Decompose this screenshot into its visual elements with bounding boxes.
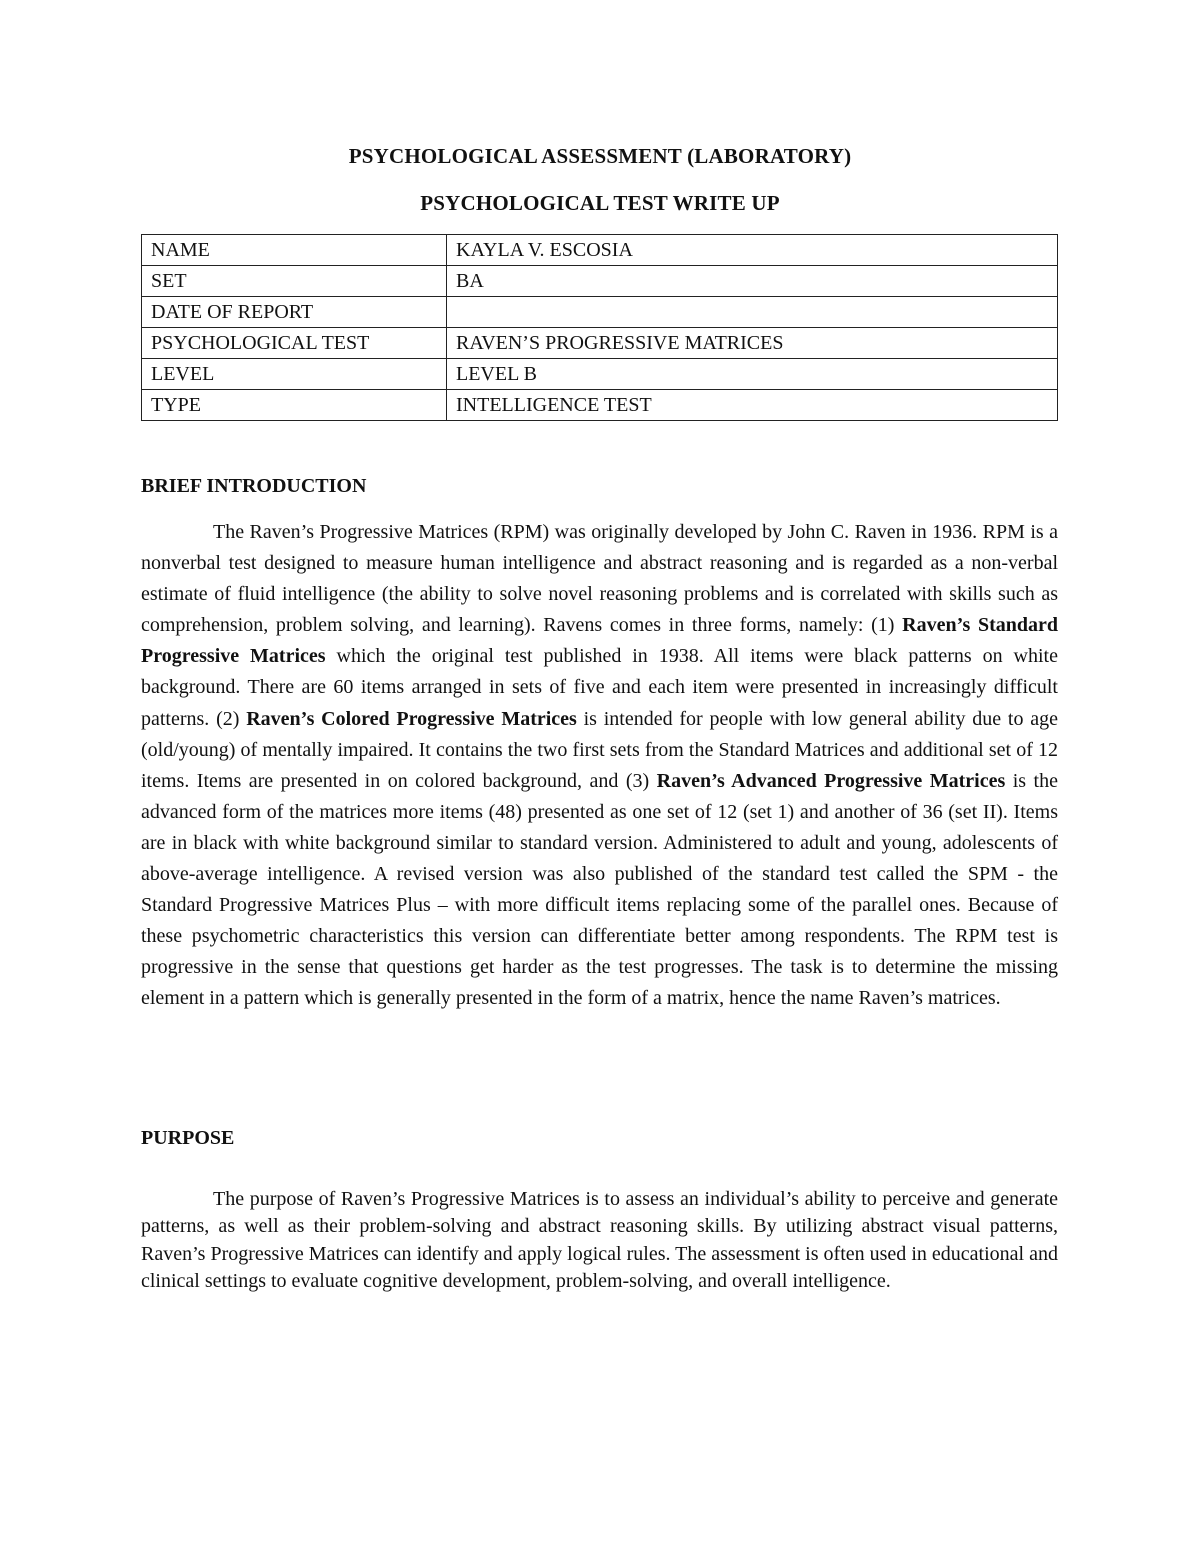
table-row (142, 328, 1058, 359)
table-label-date-of-report: DATE OF REPORT (142, 297, 447, 328)
brief-introduction-paragraph (141, 517, 1058, 1015)
document-title: PSYCHOLOGICAL ASSESSMENT (LABORATORY) (348, 144, 852, 168)
table-label-type: TYPE (142, 390, 447, 421)
table-label-set: SET (142, 266, 447, 297)
table-value-level: LEVEL B (447, 359, 1058, 390)
table-value-name: KAYLA V. ESCOSIA (447, 235, 1058, 266)
table-value-psychological-test: RAVEN’S PROGRESSIVE MATRICES (447, 328, 1058, 359)
table-value-set: BA (447, 266, 1058, 297)
intro-bold-advanced-matrices: Raven’s Advanced Progressive Matrices (656, 769, 1006, 792)
table-row (142, 390, 1058, 421)
purpose-heading: PURPOSE (141, 1127, 235, 1149)
brief-introduction-heading: BRIEF INTRODUCTION (141, 475, 367, 497)
table-row (142, 235, 1058, 266)
intro-bold-standard-matrices: Raven’s Standard Progressive Matrices (141, 614, 1058, 668)
intro-bold-colored-matrices: Raven’s Colored Progressive Matrices (246, 707, 577, 730)
table-row (142, 359, 1058, 390)
info-table (141, 234, 1058, 421)
table-row (142, 266, 1058, 297)
intro-text-segment: is intended for people with low general ability due to age (old/young) of mentally impaired. It contains the two first sets from the Standard Matrices and additional set of 12 items. Items are presented in on colored background, and (3) (141, 707, 1058, 792)
table-label-psychological-test: PSYCHOLOGICAL TEST (142, 328, 447, 359)
table-value-type: INTELLIGENCE TEST (447, 390, 1058, 421)
table-label-level: LEVEL (142, 359, 447, 390)
intro-text-segment: which the original test published in 1938. All items were black patterns on white background. There are 60 items arranged in sets of five and each item were presented in increasingly difficult patterns. (2) (141, 645, 1058, 730)
purpose-paragraph: The purpose of Raven’s Progressive Matrices is to assess an individual’s ability to perceive and generate patterns, as well as their problem-solving and abstract reasoning skills. By utilizing abstract visual patterns, Raven’s Progressive Matrices can identify and apply logical rules. The assessment is often used in educational and clinical settings to evaluate cognitive development, problem-solving, and overall intelligence. (141, 1188, 1058, 1292)
table-value-date-of-report (447, 297, 1058, 328)
intro-text-segment: The Raven’s Progressive Matrices (RPM) was originally developed by John C. Raven in 1936. RPM is a nonverbal test designed to measure human intelligence and abstract reasoning and is regarded as a non-verbal estimate of fluid intelligence (the ability to solve novel reasoning problems and is correlated with skills such as comprehension, problem solving, and learning). Ravens comes in three forms, namely: (1) (141, 521, 1058, 637)
intro-text-segment: is the advanced form of the matrices more items (48) presented as one set of 12 (set 1) and another of 36 (set II). Items are in black with white background similar to standard version. Administered to adult and young, adolescents of above-average intelligence. A revised version was also published of the standard test called the SPM - the Standard Progressive Matrices Plus – with more difficult items replacing some of the parallel ones. Because of these psychometric characteristics this version can differentiate better among respondents. The RPM test is progressive in the sense that questions get harder as the test progresses. The task is to determine the missing element in a pattern which is generally presented in the form of a matrix, hence the name Raven’s matrices. (141, 769, 1058, 1010)
document-subtitle: PSYCHOLOGICAL TEST WRITE UP (420, 191, 780, 215)
table-row (142, 297, 1058, 328)
table-label-name: NAME (142, 235, 447, 266)
